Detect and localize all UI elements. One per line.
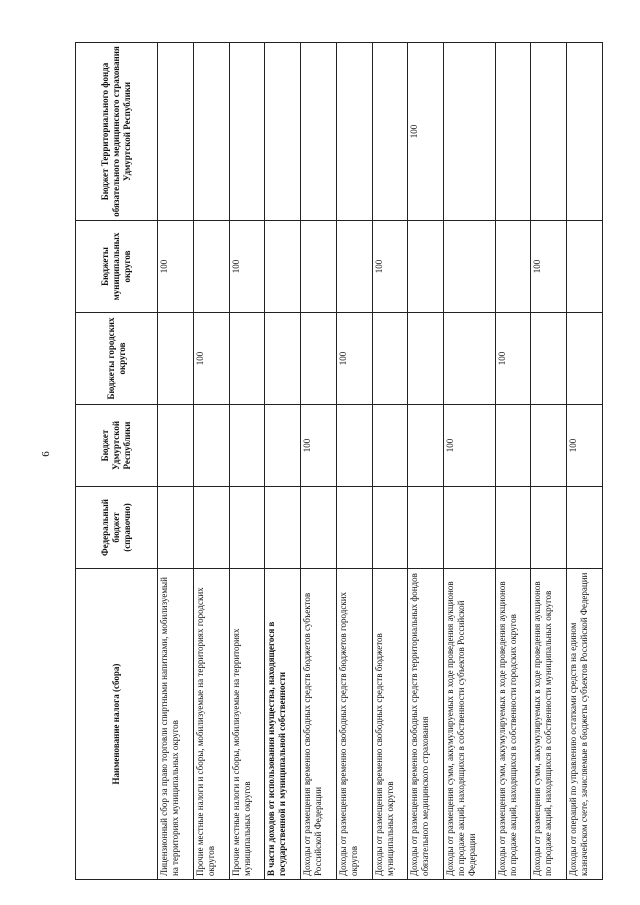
tax-name-cell: Доходы от размещения сумм, аккумулируемых в ходе проведения аукционов по продаже акций, находящихся в собственности субъектов Российской Федерации xyxy=(444,569,496,880)
tax-name-cell: Доходы от размещения сумм, аккумулируемых в ходе проведения аукционов по продаже акций, находящихся в собственности городских округов xyxy=(495,569,531,880)
share-cell xyxy=(567,313,603,405)
share-cell xyxy=(531,43,567,221)
share-cell xyxy=(158,313,194,405)
share-cell: 100 xyxy=(336,313,372,405)
share-cell xyxy=(193,405,229,487)
share-cell: 100 xyxy=(229,221,265,313)
share-cell xyxy=(567,487,603,569)
share-cell: 100 xyxy=(193,313,229,405)
tax-distribution-table xyxy=(75,42,603,880)
share-cell xyxy=(265,405,301,487)
share-cell: 100 xyxy=(372,221,408,313)
share-cell: 100 xyxy=(408,43,444,221)
share-cell: 100 xyxy=(444,405,496,487)
share-cell xyxy=(265,313,301,405)
table-row xyxy=(229,43,265,880)
share-cell xyxy=(531,487,567,569)
share-cell xyxy=(301,43,337,221)
share-cell xyxy=(444,487,496,569)
share-cell xyxy=(567,43,603,221)
header-medical-fund-budget: Бюджет Территориального фонда обязательного медицинского страхования Удмуртской Республики xyxy=(76,43,158,221)
share-cell xyxy=(372,43,408,221)
share-cell xyxy=(336,221,372,313)
table-row xyxy=(301,43,337,880)
tax-name-cell: Доходы от размещения временно свободных средств бюджетов субъектов Российской Федерации xyxy=(301,569,337,880)
table-row xyxy=(495,43,531,880)
share-cell xyxy=(408,221,444,313)
share-cell xyxy=(229,405,265,487)
share-cell xyxy=(531,405,567,487)
tax-name-cell: Доходы от размещения временно свободных средств территориальных фондов обязательного медицинского страхования xyxy=(408,569,444,880)
share-cell xyxy=(495,221,531,313)
share-cell xyxy=(265,43,301,221)
tax-name-cell: Доходы от размещения временно свободных средств бюджетов городских округов xyxy=(336,569,372,880)
share-cell xyxy=(495,487,531,569)
share-cell xyxy=(336,405,372,487)
header-municipal-budgets: Бюджеты муниципальных округов xyxy=(76,221,158,313)
tax-name-cell: Доходы от размещения временно свободных средств бюджетов муниципальных округов xyxy=(372,569,408,880)
share-cell xyxy=(372,487,408,569)
share-cell xyxy=(444,43,496,221)
tax-name-cell: Лицензионный сбор за право торговли спиртными напитками, мобилизуемый на территориях муниципальных округов xyxy=(158,569,194,880)
share-cell xyxy=(158,487,194,569)
page-number: 6 xyxy=(40,451,52,457)
table-row xyxy=(336,43,372,880)
share-cell xyxy=(265,487,301,569)
share-cell: 100 xyxy=(495,313,531,405)
share-cell xyxy=(372,405,408,487)
share-cell xyxy=(495,405,531,487)
share-cell xyxy=(444,221,496,313)
table-row xyxy=(444,43,496,880)
share-cell xyxy=(444,313,496,405)
header-republic-budget: Бюджет Удмуртской Республики xyxy=(76,405,158,487)
header-tax-name: Наименование налога (сбора) xyxy=(76,569,158,880)
share-cell xyxy=(336,487,372,569)
share-cell xyxy=(408,405,444,487)
tax-name-cell: В части доходов от использования имущества, находящегося в государственной и муниципальной собственности xyxy=(265,569,301,880)
tax-name-cell: Доходы от размещения сумм, аккумулируемых в ходе проведения аукционов по продаже акций, находящихся в собственности муниципальных округов xyxy=(531,569,567,880)
share-cell xyxy=(265,221,301,313)
tax-name-cell: Прочие местные налоги и сборы, мобилизуемые на территориях муниципальных округов xyxy=(229,569,265,880)
table-header-row xyxy=(76,43,158,880)
share-cell xyxy=(301,313,337,405)
table-body xyxy=(158,43,603,880)
header-city-budgets: Бюджеты городских округов xyxy=(76,313,158,405)
share-cell: 100 xyxy=(158,221,194,313)
share-cell xyxy=(301,487,337,569)
share-cell xyxy=(531,313,567,405)
share-cell xyxy=(229,487,265,569)
table-row xyxy=(408,43,444,880)
share-cell xyxy=(229,43,265,221)
share-cell xyxy=(193,43,229,221)
table-row xyxy=(265,43,301,880)
share-cell xyxy=(229,313,265,405)
share-cell xyxy=(193,221,229,313)
table-row xyxy=(158,43,194,880)
share-cell xyxy=(408,313,444,405)
share-cell xyxy=(495,43,531,221)
tax-distribution-sheet xyxy=(75,43,603,880)
tax-name-cell: Доходы от операций по управлению остатками средств на едином казначейском счете, зачисляемые в бюджеты субъектов Российской Федерации xyxy=(567,569,603,880)
share-cell xyxy=(193,487,229,569)
share-cell xyxy=(336,43,372,221)
table-row xyxy=(531,43,567,880)
share-cell xyxy=(301,221,337,313)
share-cell xyxy=(567,221,603,313)
share-cell xyxy=(372,313,408,405)
share-cell: 100 xyxy=(531,221,567,313)
header-federal-budget: Федеральный бюджет (справочно) xyxy=(76,487,158,569)
share-cell xyxy=(158,43,194,221)
share-cell: 100 xyxy=(567,405,603,487)
table-row xyxy=(193,43,229,880)
table-row xyxy=(372,43,408,880)
table-row xyxy=(567,43,603,880)
share-cell: 100 xyxy=(301,405,337,487)
share-cell xyxy=(158,405,194,487)
share-cell xyxy=(408,487,444,569)
tax-name-cell: Прочие местные налоги и сборы, мобилизуемые на территориях городских округов xyxy=(193,569,229,880)
